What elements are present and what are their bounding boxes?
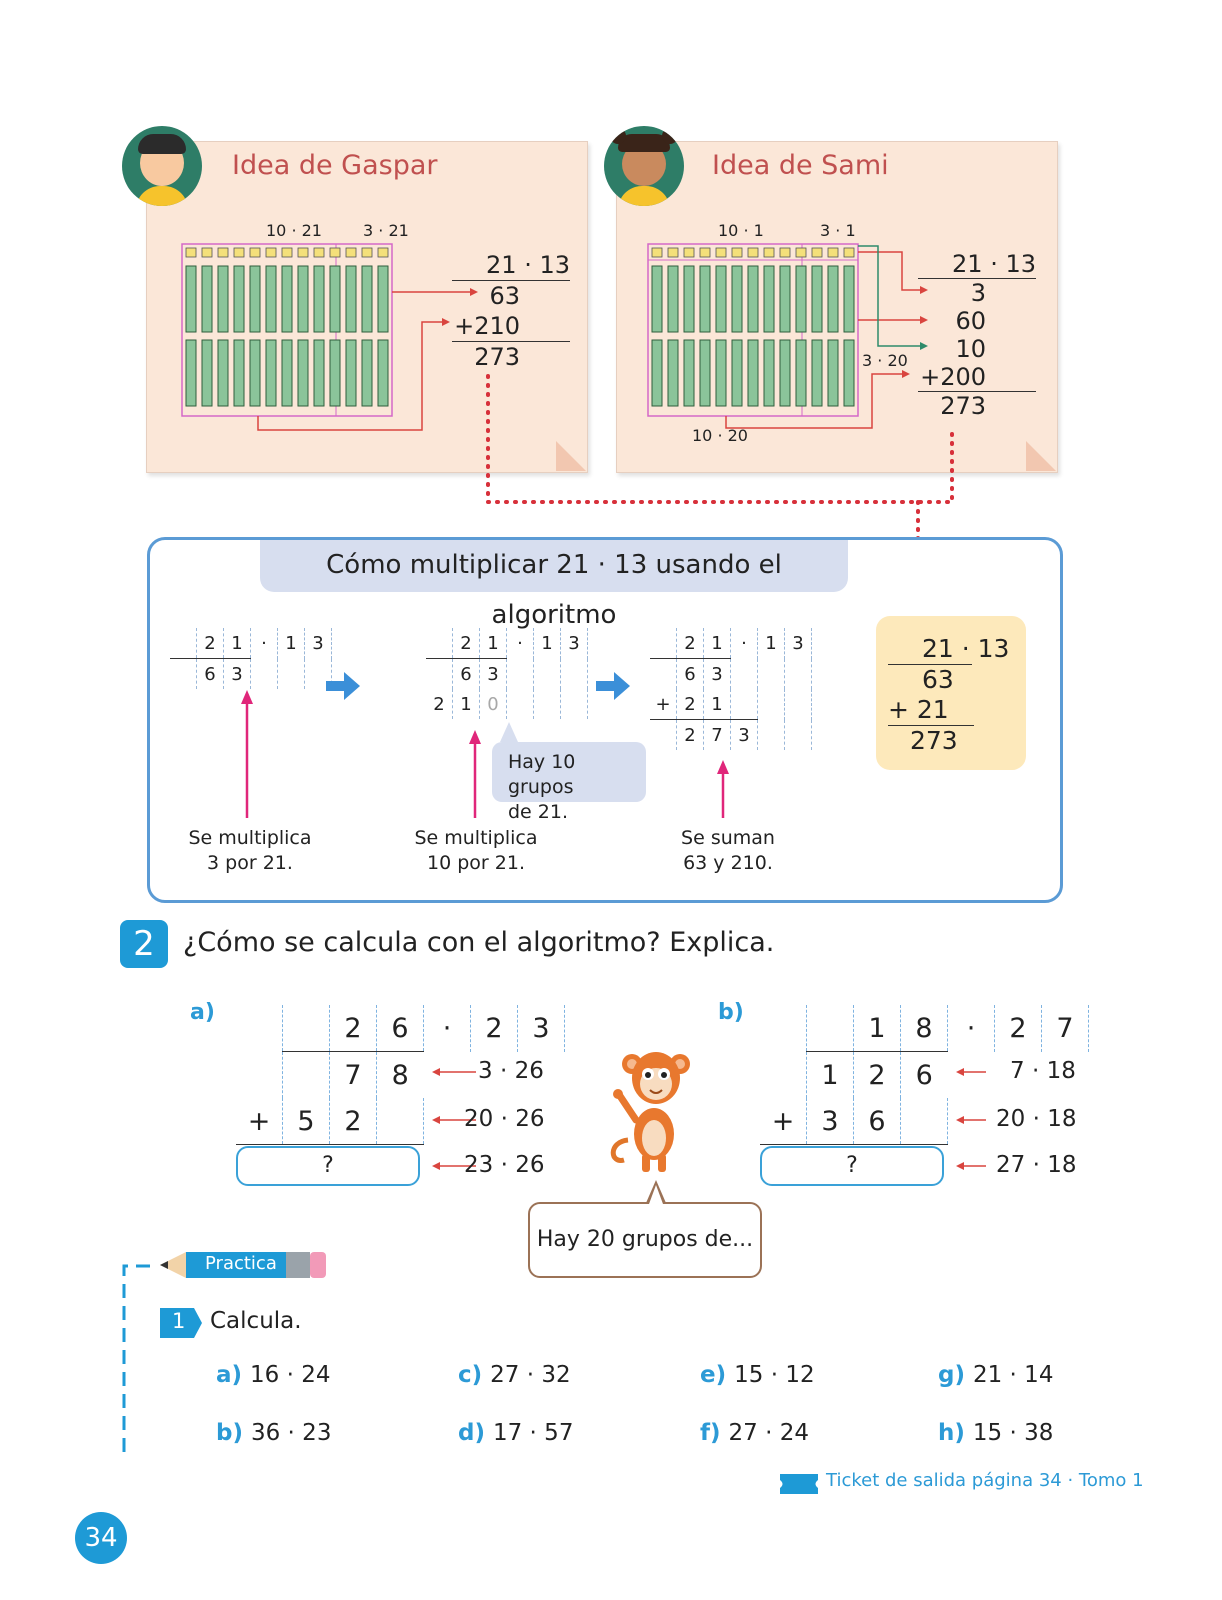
speech-pointer-inner	[649, 1185, 663, 1204]
ticket-icon	[780, 1474, 818, 1494]
unit-cube	[234, 248, 244, 257]
unit-cube	[668, 248, 678, 257]
speech-bubble: Hay 20 grupos de...	[528, 1202, 762, 1278]
ten-rod	[378, 266, 388, 332]
page-curl	[1026, 441, 1056, 471]
digit: 2	[197, 628, 224, 659]
section-question: ¿Cómo se calcula con el algoritmo? Explica.	[183, 927, 775, 958]
page-number: 34	[75, 1512, 127, 1564]
ten-rod	[298, 266, 308, 332]
digit: 6	[453, 659, 480, 690]
summary-op: 21 · 13	[922, 634, 1010, 663]
digit: 3	[785, 628, 812, 659]
exercise-label: e)	[700, 1362, 727, 1388]
ten-rod	[362, 266, 372, 332]
ten-rod	[250, 266, 260, 332]
note-a3: 23 · 26	[464, 1152, 545, 1178]
digit: 6	[901, 1052, 948, 1099]
caption-line: Se multiplica	[414, 827, 538, 849]
caption-line: 3 por 21.	[207, 852, 293, 874]
dot: ·	[948, 1005, 995, 1052]
arrow-up-icon	[240, 690, 254, 820]
unit-cube	[748, 248, 758, 257]
digit: 3	[731, 720, 758, 751]
exercise-d	[458, 1420, 573, 1446]
unit-cube	[796, 248, 806, 257]
unit-cube	[330, 248, 340, 257]
unit-cube	[828, 248, 838, 257]
exercise-number: 1	[172, 1309, 186, 1333]
ten-rod	[362, 340, 372, 406]
ten-rod	[330, 340, 340, 406]
part-b-label: b)	[718, 1000, 744, 1025]
digit: 5	[283, 1098, 330, 1145]
digit: 2	[453, 628, 480, 659]
plus-sign: +	[247, 1105, 271, 1137]
ten-rod	[218, 266, 228, 332]
ten-rod	[684, 266, 694, 332]
digit: 1	[758, 628, 785, 659]
exercise-label: c)	[458, 1362, 483, 1388]
digit: 1	[704, 628, 731, 659]
ten-rod	[652, 266, 662, 332]
sami-label-10x20: 10 · 20	[692, 426, 748, 445]
sami-label-10x1: 10 · 1	[718, 221, 764, 240]
ten-rod	[844, 266, 854, 332]
digit: 1	[224, 628, 251, 659]
digit: 1	[807, 1052, 854, 1099]
exercise-instruction: Calcula.	[210, 1308, 302, 1334]
summary-line2: + 21	[888, 695, 949, 724]
digit: 6	[854, 1098, 901, 1145]
dot: ·	[424, 1005, 471, 1052]
exercise-f	[700, 1420, 809, 1446]
ten-rod	[716, 266, 726, 332]
digit: 6	[677, 659, 704, 690]
summary-result: 273	[888, 725, 974, 756]
practice-bracket	[118, 1256, 178, 1456]
ten-rod	[282, 340, 292, 406]
ten-rod	[266, 340, 276, 406]
dot: ·	[251, 628, 278, 659]
unit-cube	[218, 248, 228, 257]
summary-operation	[888, 634, 1009, 756]
ten-rod	[668, 266, 678, 332]
answer-box-b[interactable]: ?	[760, 1146, 944, 1186]
digit: 2	[854, 1052, 901, 1099]
caption-line: Se multiplica	[188, 827, 312, 849]
digit: 1	[453, 689, 480, 719]
note-b1: 7 · 18	[1010, 1058, 1076, 1084]
sami-line2: 60	[955, 307, 986, 335]
unit-cube	[362, 248, 372, 257]
digit: 2	[330, 1098, 377, 1145]
digit-zero: 0	[480, 689, 507, 719]
arrow-right-icon	[326, 672, 362, 700]
sami-title: Idea de Sami	[712, 150, 889, 181]
digit: 2	[677, 628, 704, 659]
digit: 7	[704, 720, 731, 751]
ten-rod	[202, 266, 212, 332]
ten-rod	[796, 266, 806, 332]
ten-rod	[700, 266, 710, 332]
ten-rod	[828, 266, 838, 332]
exercise-expr: 36 · 23	[250, 1420, 332, 1446]
ten-rod	[812, 266, 822, 332]
ten-rod	[186, 340, 196, 406]
unit-cube	[652, 248, 662, 257]
digit: 2	[995, 1005, 1042, 1052]
note-a1: 3 · 26	[478, 1058, 544, 1084]
bubble-pointer	[500, 722, 518, 742]
exercise-expr: 15 · 38	[972, 1420, 1054, 1446]
step2-caption	[396, 826, 556, 876]
unit-cube	[314, 248, 324, 257]
gaspar-line1: 63	[489, 282, 520, 310]
plus-sign: +	[771, 1105, 795, 1137]
digit: 2	[330, 1005, 377, 1052]
caption-line: 10 por 21.	[427, 852, 525, 874]
exercise-label: a)	[216, 1362, 243, 1388]
note-b3: 27 · 18	[996, 1152, 1077, 1178]
unit-cube	[684, 248, 694, 257]
ten-rod	[234, 340, 244, 406]
step3-grid	[650, 628, 812, 750]
arrow-right-icon	[596, 672, 632, 700]
digit: 1	[534, 628, 561, 659]
plus-sign: +	[655, 693, 671, 715]
exercise-label: h)	[938, 1420, 965, 1446]
exercise-label: d)	[458, 1420, 485, 1446]
exercise-label: f)	[700, 1420, 721, 1446]
sami-result: 273	[940, 392, 986, 420]
dot: ·	[507, 628, 534, 659]
section-number-badge: 2	[120, 920, 168, 968]
digit: 3	[561, 628, 588, 659]
unit-cube	[266, 248, 276, 257]
exercise-expr: 16 · 24	[250, 1362, 331, 1388]
ten-rod	[202, 340, 212, 406]
unit-cube	[346, 248, 356, 257]
sami-label-3x1: 3 · 1	[820, 221, 856, 240]
ten-rod	[346, 266, 356, 332]
digit: 1	[854, 1005, 901, 1052]
ten-rod	[266, 266, 276, 332]
exercise-g	[938, 1362, 1053, 1388]
unit-cube	[282, 248, 292, 257]
digit: 3	[224, 659, 251, 690]
summary-line1: 63	[888, 664, 972, 695]
digit: 2	[677, 720, 704, 751]
unit-cube	[186, 248, 196, 257]
monkey-illustration	[606, 1040, 706, 1176]
algorithm-title: Cómo multiplicar 21 · 13 usando el algoritmo	[260, 540, 848, 592]
digit: 3	[704, 659, 731, 690]
note-a2: 20 · 26	[464, 1106, 545, 1132]
exercise-expr: 17 · 57	[492, 1420, 574, 1446]
ten-rod	[780, 266, 790, 332]
gaspar-label-3x21: 3 · 21	[363, 221, 409, 240]
unit-cube	[202, 248, 212, 257]
ten-rod	[218, 340, 228, 406]
sami-line4: +200	[918, 363, 1036, 392]
exercise-a	[216, 1362, 331, 1388]
digit: 3	[807, 1098, 854, 1145]
caption-line: 63 y 210.	[683, 852, 773, 874]
gaspar-result: 273	[474, 343, 520, 371]
ten-rod	[314, 340, 324, 406]
ten-rod	[346, 340, 356, 406]
exercise-c	[458, 1362, 571, 1388]
exercise-expr: 15 · 12	[734, 1362, 815, 1388]
exercise-expr: 21 · 14	[972, 1362, 1054, 1388]
ten-rod	[378, 340, 388, 406]
digit: 2	[677, 689, 704, 720]
unit-cube	[716, 248, 726, 257]
hint-bubble	[492, 742, 646, 823]
arrow-up-icon	[468, 730, 482, 820]
arrow-up-icon	[716, 760, 730, 820]
unit-cube	[700, 248, 710, 257]
digit: 2	[471, 1005, 518, 1052]
digit: 2	[433, 693, 445, 715]
ten-rod	[186, 266, 196, 332]
step1-grid	[170, 628, 332, 689]
sami-line3: 10	[955, 335, 986, 363]
gaspar-operation	[452, 250, 570, 372]
answer-box-a[interactable]: ?	[236, 1146, 420, 1186]
sami-op: 21 · 13	[918, 250, 1036, 279]
sami-label-3x20: 3 · 20	[862, 351, 908, 370]
exercise-b	[216, 1420, 331, 1446]
exercise-h	[938, 1420, 1053, 1446]
digit: 1	[480, 628, 507, 659]
ten-rod	[234, 266, 244, 332]
digit: 1	[278, 628, 305, 659]
digit: 7	[1042, 1005, 1089, 1052]
ten-rod	[748, 266, 758, 332]
step2-grid	[426, 628, 588, 719]
bubble-line: de 21.	[508, 801, 569, 823]
step3-caption	[648, 826, 808, 876]
unit-cube	[780, 248, 790, 257]
digit: 8	[901, 1005, 948, 1052]
exercise-expr: 27 · 32	[490, 1362, 571, 1388]
exercise-e	[700, 1362, 815, 1388]
unit-cube	[732, 248, 742, 257]
digit: 1	[704, 689, 731, 720]
digit: 3	[518, 1005, 565, 1052]
gaspar-op: 21 · 13	[452, 250, 570, 281]
ten-rod	[732, 266, 742, 332]
digit: 3	[305, 628, 332, 659]
gaspar-label-10x21: 10 · 21	[266, 221, 322, 240]
sami-avatar	[604, 126, 684, 206]
digit: 6	[197, 659, 224, 690]
digit: 3	[480, 659, 507, 690]
part-a-label: a)	[190, 1000, 215, 1025]
unit-cube	[764, 248, 774, 257]
digit: 6	[377, 1005, 424, 1052]
bubble-line: Hay 10 grupos	[508, 751, 576, 798]
sami-line1: 3	[970, 279, 986, 307]
gaspar-line2: +210	[452, 311, 570, 342]
unit-cube	[844, 248, 854, 257]
exercise-label: g)	[938, 1362, 965, 1388]
ten-rod	[298, 340, 308, 406]
exercise-expr: 27 · 24	[728, 1420, 809, 1446]
digit: 7	[330, 1052, 377, 1099]
unit-cube	[298, 248, 308, 257]
caption-line: Se suman	[681, 827, 775, 849]
unit-cube	[250, 248, 260, 257]
ten-rod	[314, 266, 324, 332]
exit-ticket-text: Ticket de salida página 34 · Tomo 1	[826, 1470, 1144, 1491]
ten-rod	[764, 266, 774, 332]
note-b2: 20 · 18	[996, 1106, 1077, 1132]
arrow-left-icon	[956, 1066, 1000, 1178]
unit-cube	[378, 248, 388, 257]
ten-rod	[282, 266, 292, 332]
practice-tag: Practica	[205, 1253, 277, 1274]
dot: ·	[731, 628, 758, 659]
gaspar-title: Idea de Gaspar	[232, 150, 438, 181]
step1-caption	[170, 826, 330, 876]
ten-rod	[250, 340, 260, 406]
digit: 8	[377, 1052, 424, 1099]
gaspar-avatar	[122, 126, 202, 206]
unit-cube	[812, 248, 822, 257]
ten-rod	[330, 266, 340, 332]
exercise-label: b)	[216, 1420, 243, 1446]
